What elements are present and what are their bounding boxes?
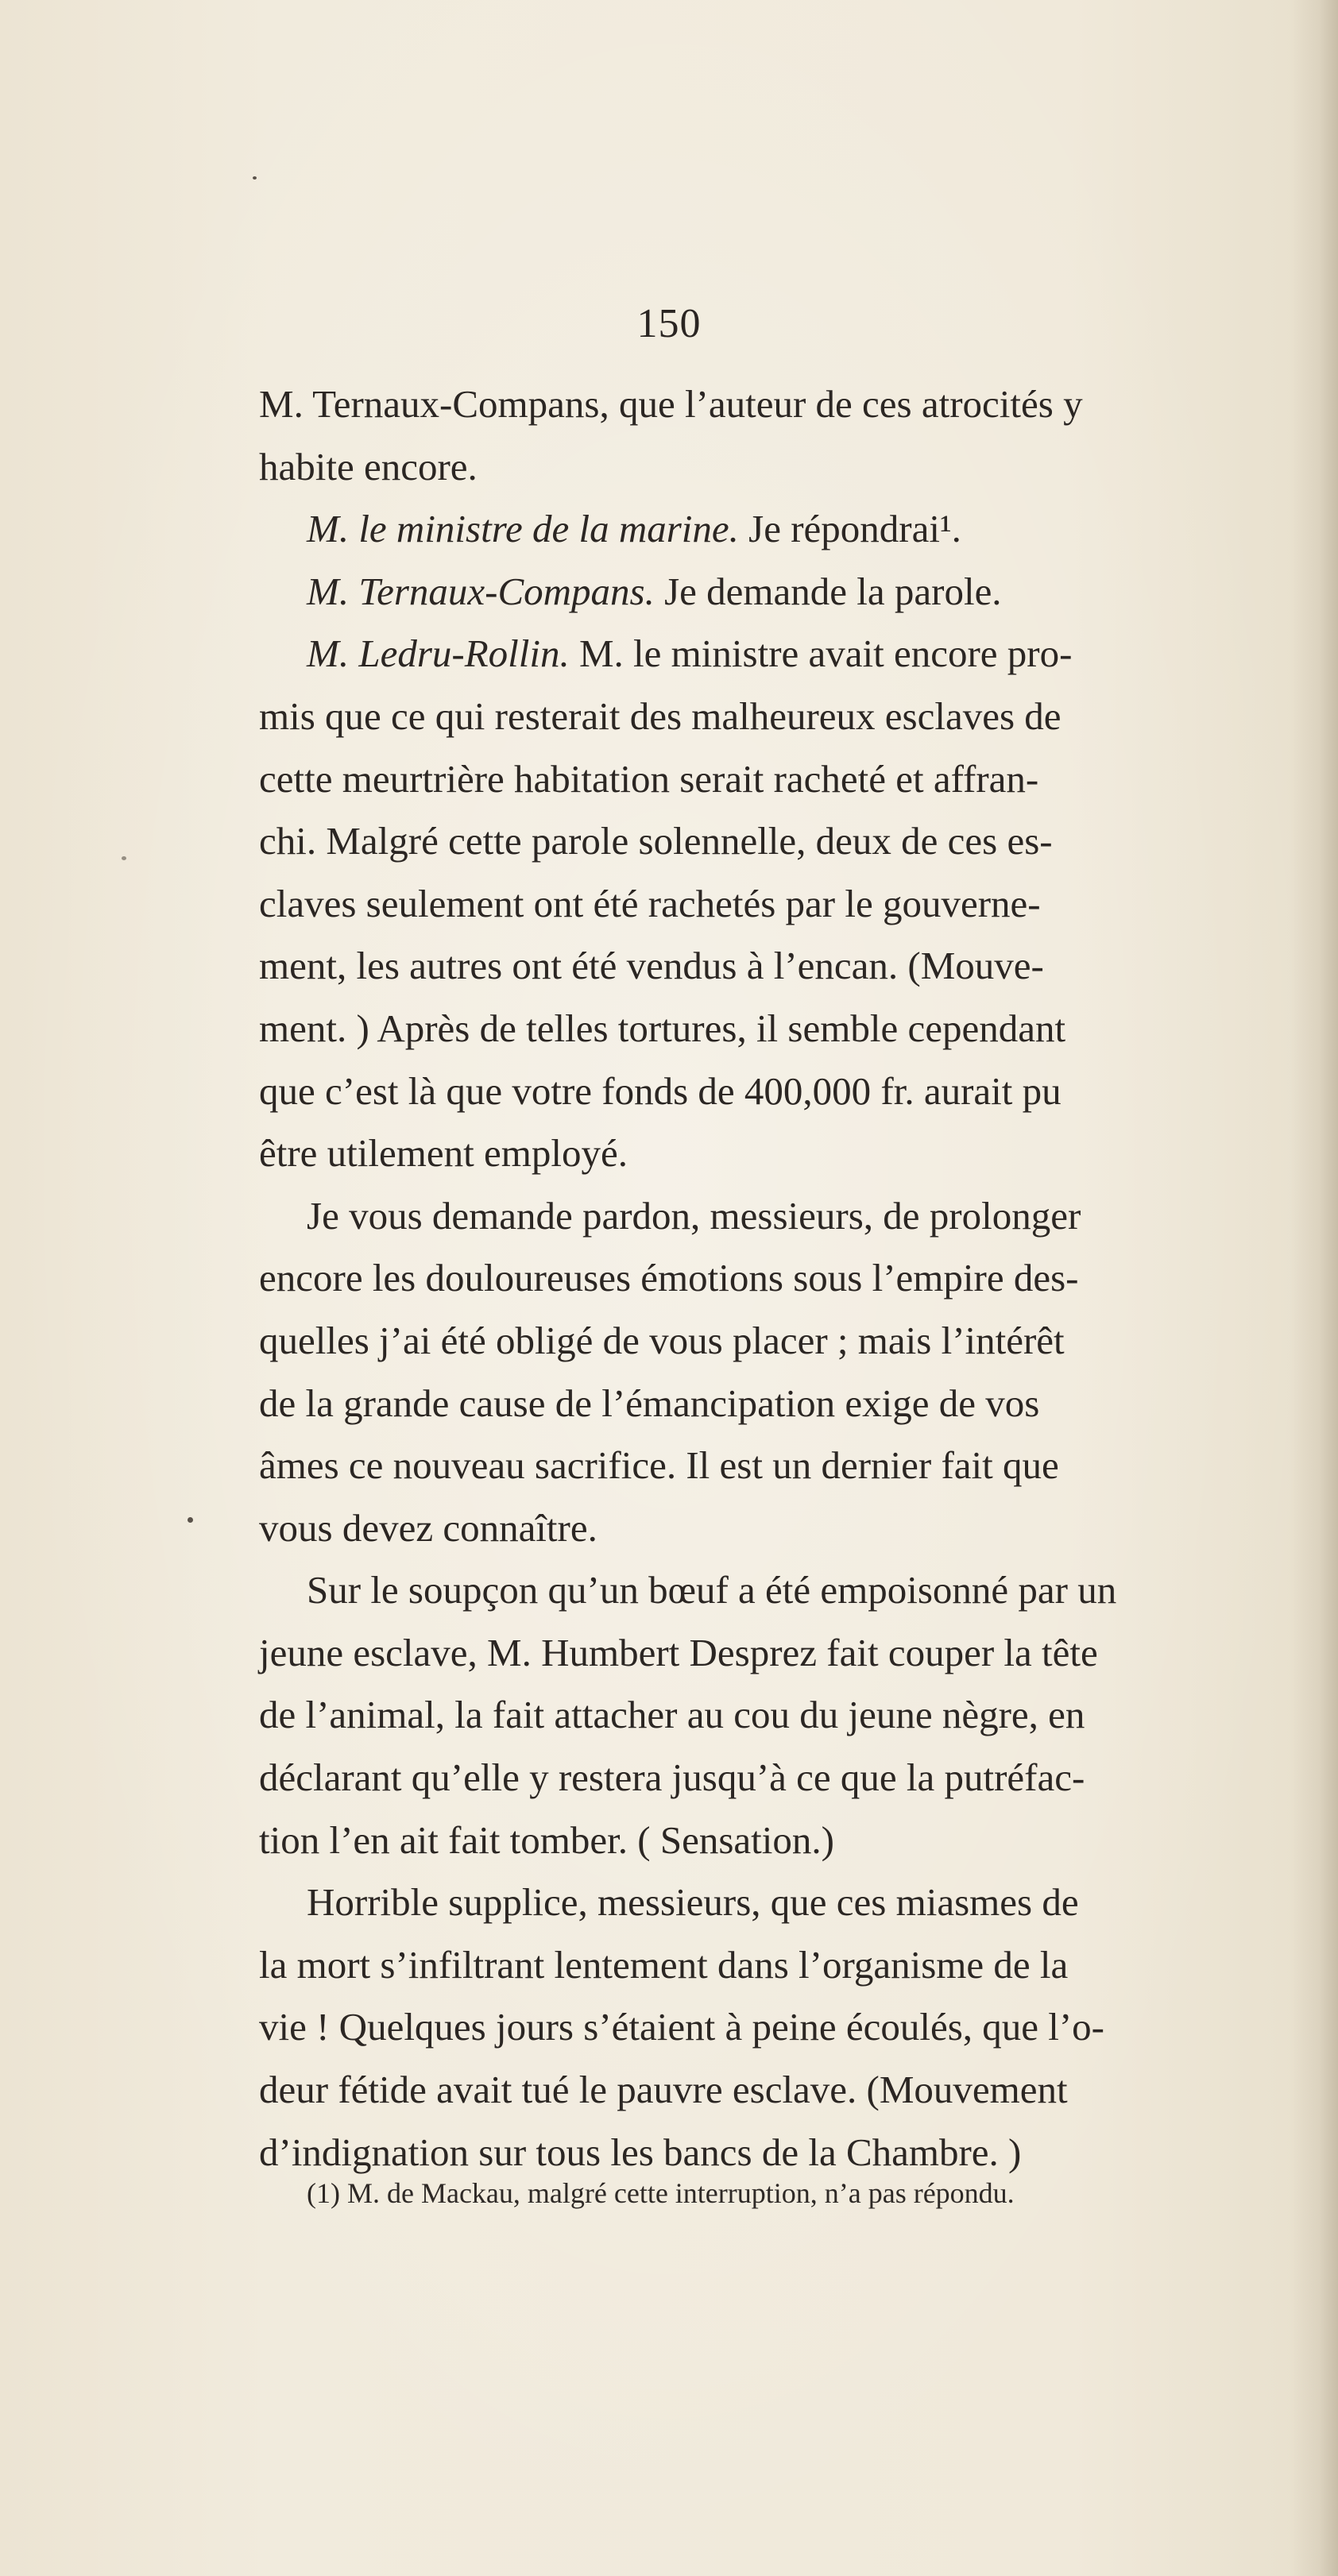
- text-line: [259, 1871, 1308, 1934]
- line-text: vous devez connaître.: [259, 1505, 597, 1550]
- line-text: ment, les autres ont été vendus à l’encan. (Mouve-: [259, 944, 1044, 988]
- line-text: Horrible supplice, messieurs, que ces miasmes de: [307, 1880, 1079, 1925]
- text-line: [259, 810, 1308, 873]
- text-line: [259, 1996, 1308, 2059]
- text-line: [259, 1622, 1308, 1685]
- text-line: [259, 1435, 1308, 1497]
- body-text: [259, 373, 1308, 2184]
- line-text: mis que ce qui resterait des malheureux esclaves de: [259, 693, 1062, 738]
- paper-speck: [122, 856, 126, 860]
- speaker-name: M. Ternaux-Compans.: [307, 569, 655, 613]
- line-text: de l’animal, la fait attacher au cou du jeune nègre, en: [259, 1693, 1085, 1737]
- text-line: [259, 686, 1308, 748]
- line-text: chi. Malgré cette parole solennelle, deux de ces es-: [259, 819, 1053, 863]
- text-line: [259, 1809, 1308, 1872]
- text-line: [259, 561, 1308, 624]
- line-text: M. Ternaux-Compans, que l’auteur de ces atrocités y: [259, 382, 1083, 426]
- line-text: que c’est là que votre fonds de 400,000 fr. aurait pu: [259, 1068, 1062, 1113]
- line-text: vie ! Quelques jours s’étaient à peine écoulés, que l’o-: [259, 2005, 1105, 2049]
- speaker-name: M. le ministre de la marine.: [307, 507, 739, 551]
- text-line: [259, 623, 1308, 686]
- line-text: ment. ) Après de telles tortures, il semble cependant: [259, 1006, 1066, 1050]
- speaker-name: M. Ledru-Rollin.: [307, 631, 570, 676]
- text-line: [259, 935, 1308, 998]
- line-text: âmes ce nouveau sacrifice. Il est un dernier fait que: [259, 1443, 1059, 1488]
- line-text: Sur le soupçon qu’un bœuf a été empoisonné par un: [307, 1568, 1117, 1612]
- text-line: [259, 1310, 1308, 1373]
- text-line: [259, 748, 1308, 811]
- line-text: la mort s’infiltrant lentement dans l’organisme de la: [259, 1942, 1069, 1987]
- line-text: Je vous demande pardon, messieurs, de prolonger: [307, 1193, 1081, 1238]
- line-text: déclarant qu’elle y restera jusqu’à ce que la putréfac-: [259, 1755, 1085, 1800]
- paper-speck: [188, 1517, 193, 1523]
- page-number: 150: [636, 301, 702, 346]
- text-line: [259, 436, 1308, 499]
- line-text: claves seulement ont été rachetés par le gouverne-: [259, 881, 1041, 925]
- line-text: habite encore.: [259, 444, 478, 489]
- text-line: [259, 1684, 1308, 1747]
- paper-speck: [253, 176, 257, 180]
- text-line: [259, 373, 1308, 436]
- line-text: tion l’en ait fait tomber. ( Sensation.): [259, 1817, 834, 1862]
- line-text: d’indignation sur tous les bancs de la Chambre. ): [259, 2130, 1022, 2174]
- text-line: [259, 1060, 1308, 1123]
- line-text: Je répondrai¹.: [738, 507, 961, 551]
- text-line: [259, 998, 1308, 1060]
- line-text: être utilement employé.: [259, 1131, 628, 1176]
- text-line: [259, 1559, 1308, 1622]
- footnote: (1) M. de Mackau, malgré cette interruption, n’a pas répondu.: [307, 2177, 1015, 2209]
- text-line: [259, 1122, 1308, 1185]
- text-line: [259, 2059, 1308, 2122]
- text-line: [259, 1373, 1308, 1435]
- line-text: jeune esclave, M. Humbert Desprez fait couper la tête: [259, 1630, 1098, 1674]
- text-line: [259, 1747, 1308, 1809]
- line-text: quelles j’ai été obligé de vous placer ; mais l’intérêt: [259, 1318, 1065, 1362]
- text-line: [259, 1497, 1308, 1560]
- line-text: Je demande la parole.: [654, 569, 1002, 613]
- text-line: [259, 1934, 1308, 1997]
- text-line: [259, 498, 1308, 561]
- text-line: [259, 1247, 1308, 1310]
- line-text: encore les douloureuses émotions sous l’empire des-: [259, 1256, 1079, 1300]
- line-text: de la grande cause de l’émancipation exige de vos: [259, 1381, 1040, 1425]
- text-line: [259, 1185, 1308, 1248]
- line-text: M. le ministre avait encore pro-: [569, 631, 1073, 676]
- line-text: cette meurtrière habitation serait racheté et affran-: [259, 756, 1039, 801]
- text-line: [259, 873, 1308, 936]
- line-text: deur fétide avait tué le pauvre esclave. (Mouvement: [259, 2068, 1068, 2112]
